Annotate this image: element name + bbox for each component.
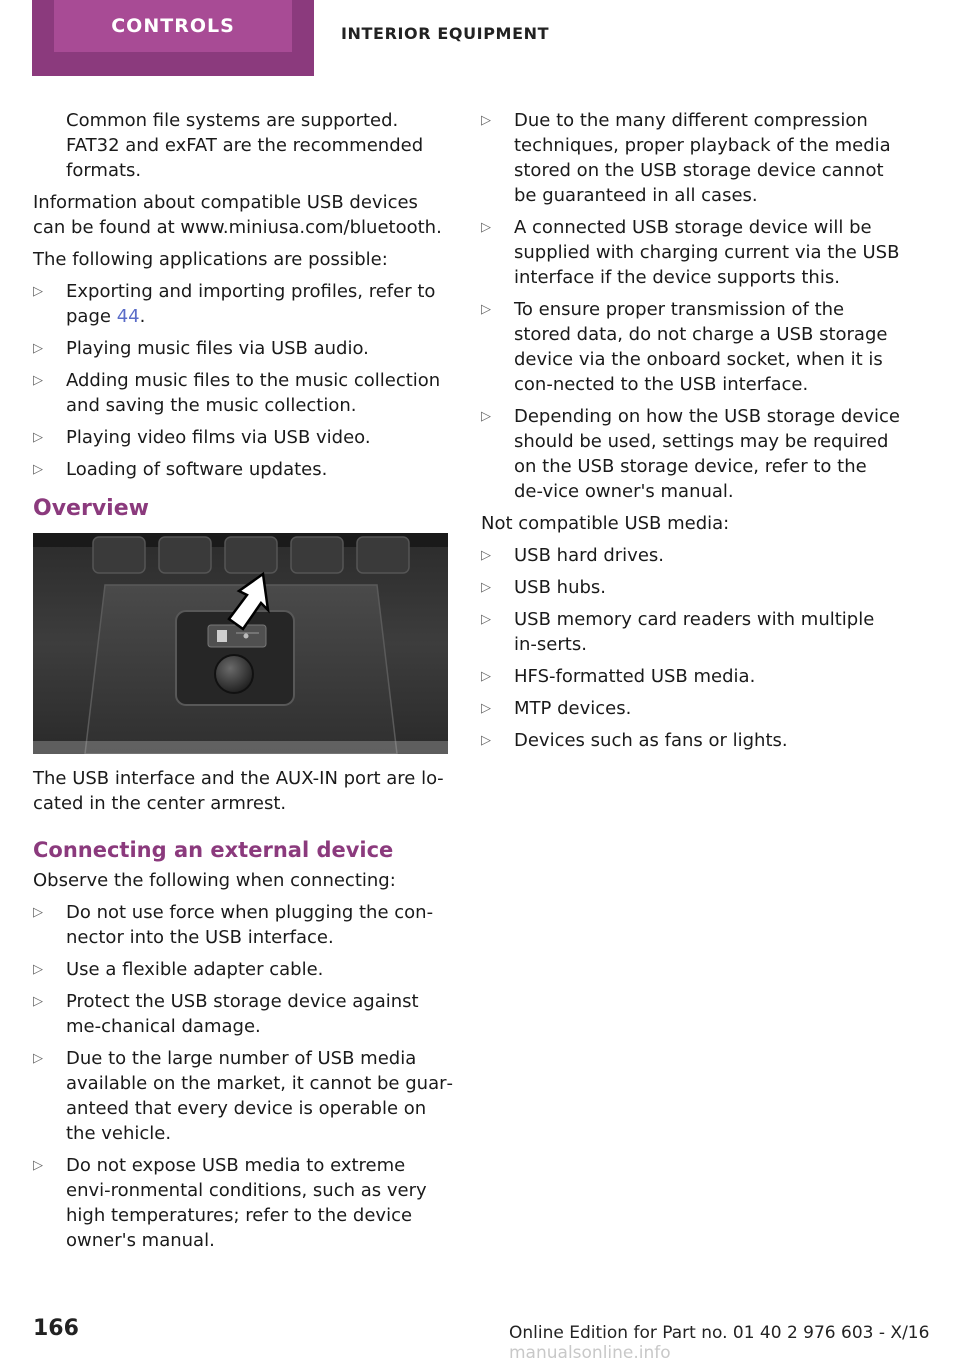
- triangle-bullet-icon: ▷: [481, 113, 491, 128]
- applications-intro: The following applications are possible:: [33, 249, 388, 270]
- list-item: ▷ Do not use force when plugging the con‐nector into the USB interface.: [33, 902, 434, 948]
- section-tab: [32, 0, 314, 76]
- not-compatible-intro: Not compatible USB media:: [481, 513, 730, 534]
- list-item: ▷ Due to the large number of USB media available on the market, it cannot be guar‐anteed that every device is operable on the vehicle.: [33, 1048, 453, 1144]
- list-item: ▷ To ensure proper transmission of the stored data, do not charge a USB storage device via the onboard socket, when it is con‐nected to the USB interface.: [481, 299, 888, 395]
- list-item: ▷ Devices such as fans or lights.: [481, 730, 788, 751]
- list-item: ▷ Loading of software updates.: [33, 459, 328, 480]
- right-column: [481, 108, 901, 760]
- list-item: ▷ USB hard drives.: [481, 545, 664, 566]
- file-systems-note: Common file systems are supported. FAT32 and exFAT are the recommended formats.: [66, 110, 424, 181]
- triangle-bullet-icon: ▷: [481, 669, 491, 684]
- triangle-bullet-icon: ▷: [481, 302, 491, 317]
- page-link[interactable]: 44: [116, 306, 140, 327]
- page-number: 166: [33, 1316, 79, 1341]
- triangle-bullet-icon: ▷: [481, 701, 491, 716]
- triangle-bullet-icon: ▷: [33, 373, 43, 388]
- applications-list: [33, 279, 453, 482]
- edition-footer: [509, 1323, 960, 1363]
- triangle-bullet-icon: ▷: [481, 612, 491, 627]
- watermark-text: manualsonline.info: [509, 1343, 671, 1363]
- list-item: ▷ Adding music files to the music collection and saving the music collection.: [33, 370, 441, 416]
- chapter-title: INTERIOR EQUIPMENT: [341, 24, 550, 43]
- triangle-bullet-icon: ▷: [33, 905, 43, 920]
- list-item: ▷ Do not expose USB media to extreme envi‐ronmental conditions, such as very high temperatures; refer to the device owner's manual.: [33, 1155, 427, 1251]
- left-column: [33, 108, 453, 1260]
- triangle-bullet-icon: ▷: [481, 580, 491, 595]
- list-item: ▷ HFS-formatted USB media.: [481, 666, 756, 687]
- triangle-bullet-icon: ▷: [481, 409, 491, 424]
- triangle-bullet-icon: ▷: [33, 1158, 43, 1173]
- triangle-bullet-icon: ▷: [33, 962, 43, 977]
- triangle-bullet-icon: ▷: [481, 220, 491, 235]
- list-item: ▷ Use a flexible adapter cable.: [33, 959, 324, 980]
- list-item: ▷ Protect the USB storage device against me‐chanical damage.: [33, 991, 419, 1037]
- list-item: ▷ Playing video films via USB video.: [33, 427, 371, 448]
- triangle-bullet-icon: ▷: [33, 994, 43, 1009]
- usb-notes-list: [481, 108, 901, 504]
- section-tab-label: CONTROLS: [54, 0, 292, 52]
- triangle-bullet-icon: ▷: [33, 284, 43, 299]
- list-item: ▷ Due to the many different compression techniques, proper playback of the media stored on the USB storage device cannot be guaranteed in all cases.: [481, 110, 891, 206]
- triangle-bullet-icon: ▷: [33, 430, 43, 445]
- triangle-bullet-icon: ▷: [481, 548, 491, 563]
- overview-heading: Overview: [33, 496, 149, 521]
- list-item: ▷ USB memory card readers with multiple in‐serts.: [481, 609, 875, 655]
- compatibility-info: Information about compatible USB devices can be found at www.miniusa.com/bluetooth.: [33, 192, 442, 238]
- list-item: ▷ A connected USB storage device will be supplied with charging current via the USB interface if the device supports this.: [481, 217, 900, 288]
- connecting-heading: Connecting an external device: [33, 838, 394, 862]
- triangle-bullet-icon: ▷: [33, 462, 43, 477]
- photo-caption: The USB interface and the AUX-IN port are lo‐cated in the center armrest.: [33, 768, 444, 814]
- list-item: ▷ USB hubs.: [481, 577, 607, 598]
- usb-port-photo: [33, 533, 448, 754]
- list-item: ▷ Playing music files via USB audio.: [33, 338, 369, 359]
- list-item: ▷ Exporting and importing profiles, refer to page 44.: [33, 281, 436, 327]
- edition-text: Online Edition for Part no. 01 40 2 976 603 - X/16: [509, 1323, 930, 1343]
- connecting-intro: Observe the following when connecting:: [33, 870, 396, 891]
- triangle-bullet-icon: ▷: [481, 733, 491, 748]
- list-item: ▷ Depending on how the USB storage device should be used, settings may be required on the USB storage device, refer to the de‐vice owner's manual.: [481, 406, 900, 502]
- triangle-bullet-icon: ▷: [33, 341, 43, 356]
- triangle-bullet-icon: ▷: [33, 1051, 43, 1066]
- list-item: ▷ MTP devices.: [481, 698, 632, 719]
- connecting-list: [33, 900, 453, 1253]
- not-compatible-list: [481, 543, 901, 753]
